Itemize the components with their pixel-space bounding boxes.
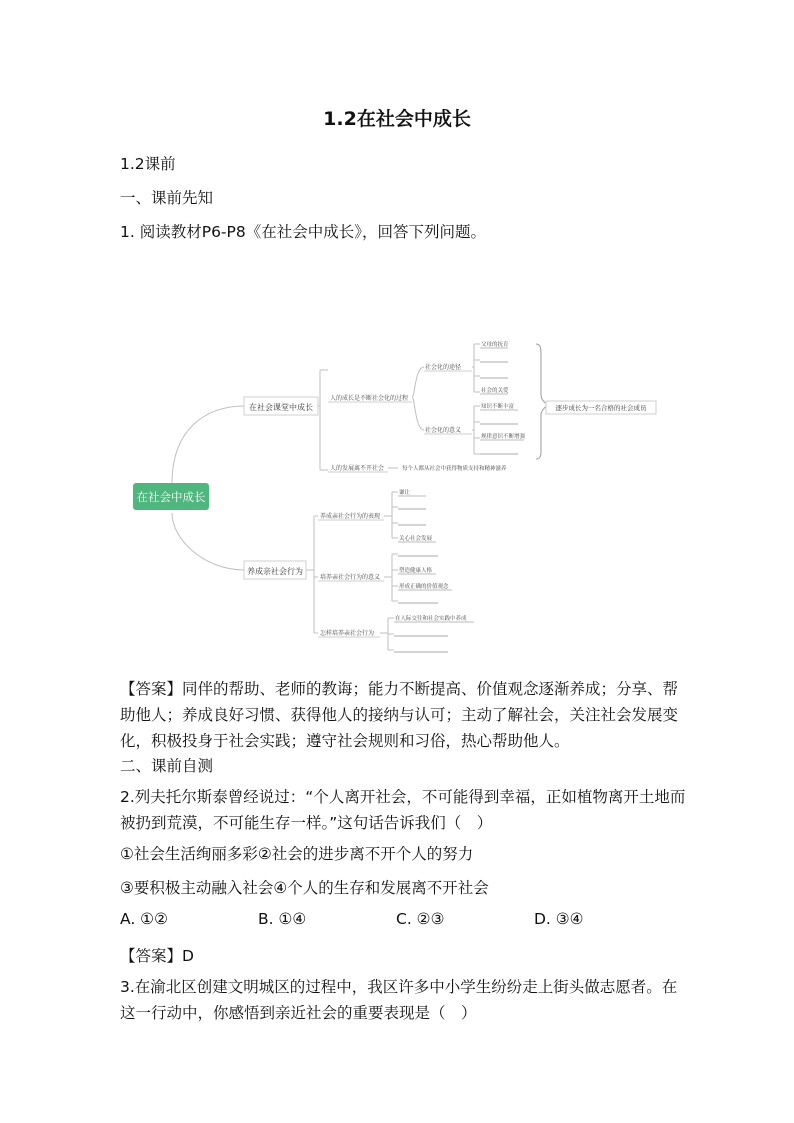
sub1b-item-3: 规律意识不断增强 (481, 434, 526, 440)
b2-sub1-item-4: 关心社会发展 (399, 536, 433, 542)
question-2-stem: 2.列夫托尔斯泰曾经说过：“个人离开社会，不可能得到幸福，正如植物离开土地而被扔到荒漠，不可能生存一样。”这句话告诉我们（ ） (120, 788, 686, 832)
center-node-label: 在社会中成长 (136, 490, 206, 504)
question-2-line-1: ①社会生活绚丽多彩②社会的进步离不开个人的努力 (120, 845, 474, 863)
b2-sub1-item-1: 谦让 (399, 490, 411, 496)
section-label: 1.2课前 (120, 155, 176, 173)
question-1-text: 1. 阅读教材P6-P8《在社会中成长》，回答下列问题。 (120, 223, 486, 241)
branch-1-sub1b: 社会化的意义 (425, 427, 462, 434)
branch-2-sub1: 养成亲社会行为的表现 (320, 513, 381, 520)
part2-heading: 二、课前自测 (120, 757, 214, 775)
b2-sub2-item-2: 塑造健康人格 (399, 568, 433, 574)
b2-sub2-item-3: 形成正确的价值观念 (399, 584, 449, 590)
branch-1-label: 在社会课堂中成长 (249, 403, 313, 412)
page-title: 1.2在社会中成长 (323, 108, 471, 130)
option-b: B. ①④ (258, 910, 307, 928)
b2-sub3-item-1: 在人际交往和社会实践中养成 (395, 616, 467, 622)
branch-2-sub2: 培养亲社会行为的意义 (320, 574, 381, 581)
branch-1-sub2-note: 每个人都从社会中获得物质支持和精神滋养 (402, 466, 507, 472)
branch-1-sub1a: 社会化的途径 (425, 364, 462, 371)
branch-2-sub3: 怎样培养亲社会行为 (320, 630, 375, 637)
branch-1-sub2: 人的发展离不开社会 (330, 465, 385, 472)
answer-2: 【答案】D (120, 947, 194, 965)
branch-2-label: 养成亲社会行为 (247, 567, 303, 576)
mind-map (0, 320, 794, 660)
sub1a-item-4: 社会的关爱 (481, 388, 509, 394)
question-3-stem: 3.在渝北区创建文明城区的过程中，我区许多中小学生纷纷走上街头做志愿者。在这一行动中，你感悟到亲近社会的重要表现是（ ） (120, 978, 678, 1022)
option-d: D. ③④ (534, 910, 584, 928)
option-a: A. ①② (120, 910, 168, 928)
answer-1: 【答案】同伴的帮助、老师的教诲；能力不断提高、价值观念逐渐养成；分享、帮助他人；养成良好习惯、获得他人的接纳与认可；主动了解社会，关注社会发展变化，积极投身于社会实践；遵守社会规则和习俗，热心帮助他人。 (120, 680, 679, 750)
branch-1-sub1: 人的成长是不断社会化的过程 (330, 395, 409, 402)
sub1b-item-1: 知识不断丰富 (481, 404, 515, 410)
option-c: C. ②③ (396, 910, 445, 928)
sub1a-item-1: 父母的抚育 (481, 342, 509, 348)
part1-heading: 一、课前先知 (120, 189, 214, 207)
question-2-line-2: ③要积极主动融入社会④个人的生存和发展离不开社会 (120, 879, 489, 897)
branch-1-result: 逐步成长为一名合格的社会成员 (555, 404, 647, 412)
